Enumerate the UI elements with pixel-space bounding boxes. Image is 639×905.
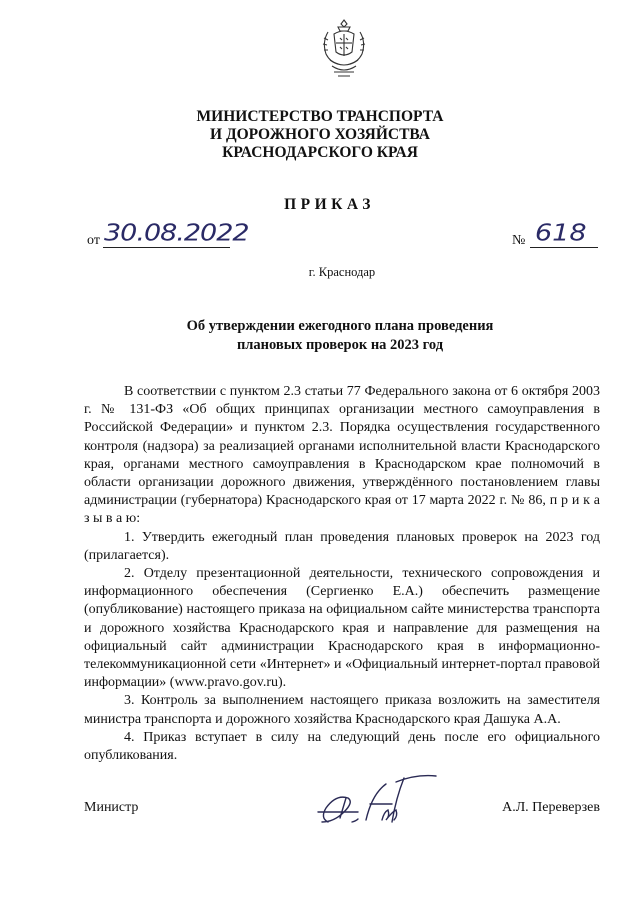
city: г. Краснодар (308, 265, 376, 279)
subject-line-1: Об утверждении ежегодного плана проведения (186, 318, 494, 334)
coat-of-arms-emblem (320, 18, 368, 80)
subject-line-2: плановых проверок на 2023 год (236, 337, 444, 353)
ministry-name (150, 108, 490, 162)
number-label: № (512, 233, 526, 248)
handwritten-signature (300, 770, 450, 840)
date-label: от (87, 233, 100, 248)
date-underline (103, 247, 230, 248)
signer-name: А.Л. Переверзев (502, 800, 600, 815)
item-2-paragraph: 2. Отделу презентационной деятельности, технического сопровождения и информационного обеспечения (Сергиенко Е.А.) обеспечить размещение (опубликование) настоящего приказа на официальном сайте министерства транспорта и дорожного хозяйства Краснодарского края и направление для размещения на официальный сайт администрации Краснодарского края в информационно-телекоммуникационной сети «Интернет» и «Официальный интернет-портал правовой информации» (www.pravo.gov.ru). (84, 566, 600, 691)
ministry-line-2: И ДОРОЖНОГО ХОЗЯЙСТВА (210, 126, 430, 143)
order-subject (130, 317, 550, 355)
order-date: 30.08.2022 (104, 220, 249, 247)
order-title: ПРИКАЗ (284, 196, 375, 213)
preamble-paragraph: В соответствии с пунктом 2.3 статьи 77 Федерального закона от 6 октября 2003 г. № 131-ФЗ «Об общих принципах организации местного самоуправления в Российской Федерации» и пунктом 2.3. Порядка осуществления государственного контроля (надзора) за реализацией органами исполнительной власти Краснодарского края, органами местного самоуправления в Краснодарском крае полномочий в области организации дорожного движения, утверждённого постановлением главы администрации (губернатора) Краснодарского края от 17 марта 2022 г. № 86, п р и к а з ы в а ю: (84, 384, 600, 527)
ministry-line-3: КРАСНОДАРСКОГО КРАЯ (222, 144, 418, 161)
item-1-paragraph: 1. Утвердить ежегодный план проведения плановых проверок на 2023 год (прилагается). (84, 529, 600, 563)
signer-role: Министр (84, 800, 139, 815)
item-4-paragraph: 4. Приказ вступает в силу на следующий день после его официального опубликования. (84, 729, 600, 764)
number-underline (530, 247, 598, 248)
order-body (84, 383, 600, 765)
item-3-paragraph: 3. Контроль за выполнением настоящего приказа возложить на заместителя министра транспорта и дорожного хозяйства Краснодарского края Дашука А.А. (84, 693, 600, 727)
ministry-line-1: МИНИСТЕРСТВО ТРАНСПОРТА (196, 108, 444, 125)
order-number: 618 (535, 220, 587, 247)
